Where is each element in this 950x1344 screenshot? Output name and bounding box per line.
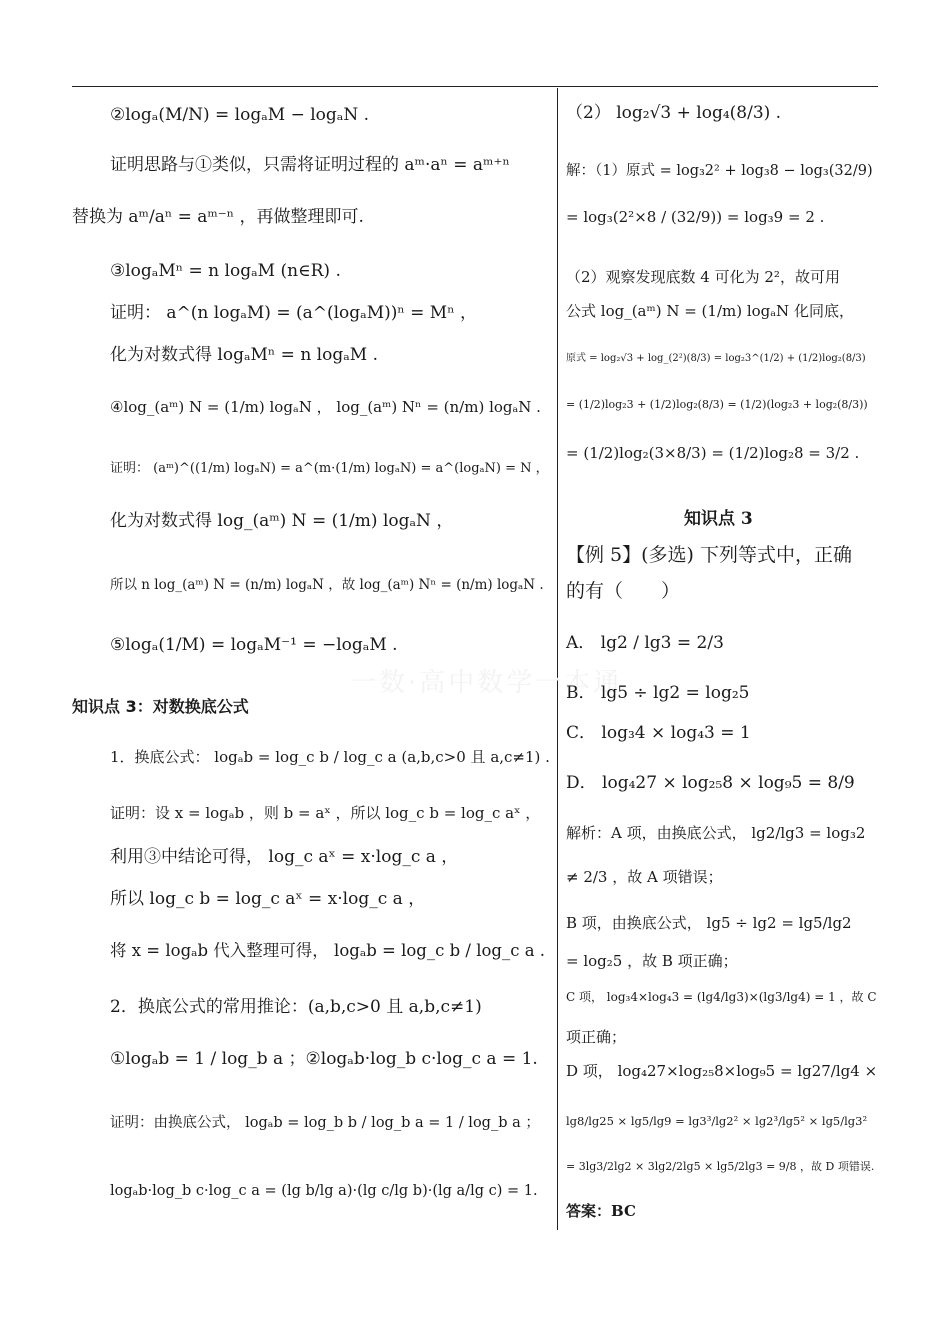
analysis-c1: C 项， log₃4×log₄3 = (lg4/lg3)×(lg3/lg4) = 1 ，故 C bbox=[566, 990, 877, 1004]
property-5: ⑤logₐ(1/M) = logₐM⁻¹ = −logₐM . bbox=[110, 635, 398, 655]
solution-2-line2: = (1/2)log₂3 + (1/2)log₂(8/3) = (1/2)(log₂3 + log₂(8/3)) bbox=[566, 398, 868, 411]
analysis-c2: 项正确； bbox=[566, 1028, 627, 1046]
top-rule bbox=[72, 86, 878, 87]
proof-4: 证明： (aᵐ)^((1/m) logₐN) = a^(m·(1/m) logₐN) = a^(logₐN) = N ， bbox=[110, 461, 549, 476]
property-2: ②logₐ(M/N) = logₐM − logₐN . bbox=[110, 105, 370, 125]
change-of-base-proof-4: 将 x = logₐb 代入整理可得， logₐb = log_c b / log_c a . bbox=[110, 941, 546, 960]
proof-note-2a: 证明思路与①类似，只需将证明过程的 aᵐ·aⁿ = aᵐ⁺ⁿ bbox=[110, 155, 510, 175]
change-of-base-proof-3: 所以 log_c b = log_c aˣ = x·log_c a ， bbox=[110, 889, 426, 909]
option-a: A． lg2 / lg3 = 2/3 bbox=[566, 633, 724, 653]
proof-4-step: 化为对数式得 log_(aᵐ) N = (1/m) logₐN ， bbox=[110, 511, 454, 531]
proof-note-2b: 替换为 aᵐ/aⁿ = aᵐ⁻ⁿ ，再做整理即可. bbox=[72, 207, 364, 227]
analysis-b2: = log₂5 ，故 B 项正确； bbox=[566, 952, 738, 970]
proof-4-conclusion: 所以 n log_(aᵐ) N = (n/m) logₐN ，故 log_(aᵐ) Nⁿ = (n/m) logₐN . bbox=[110, 577, 544, 593]
option-d: D． log₄27 × log₂₅8 × log₉5 = 8/9 bbox=[566, 773, 855, 793]
analysis-d2: lg8/lg25 × lg5/lg9 = lg3³/lg2² × lg2³/lg5² × lg5/lg3² bbox=[566, 1114, 868, 1128]
answer: 答案：BC bbox=[566, 1202, 636, 1220]
change-of-base-proof-1: 证明：设 x = logₐb ，则 b = aˣ ，所以 log_c b = log_c aˣ ， bbox=[110, 804, 541, 822]
solution-1-line2: = log₃(2²×8 / (32/9)) = log₃9 = 2 . bbox=[566, 208, 825, 226]
corollary-proof-2: logₐb·log_b c·log_c a = (lg b/lg a)·(lg c/lg b)·(lg a/lg c) = 1. bbox=[110, 1183, 538, 1199]
property-3: ③logₐMⁿ = n logₐM (n∈R) . bbox=[110, 261, 341, 281]
watermark: 一数·高中数学一本通 bbox=[350, 668, 623, 698]
corollary-heading: 2．换底公式的常用推论：(a,b,c>0 且 a,b,c≠1) bbox=[110, 997, 482, 1017]
knowledge-point-3: 知识点 3 bbox=[684, 509, 753, 529]
corollary-proof-1: 证明：由换底公式， logₐb = log_b b / log_b a = 1 / log_b a ； bbox=[110, 1115, 540, 1131]
solution-2-line3: = (1/2)log₂(3×8/3) = (1/2)log₂8 = 3/2 . bbox=[566, 444, 860, 462]
problem-part-2: （2） log₂√3 + log₄(8/3) . bbox=[566, 103, 782, 123]
solution-1-line1: 解：（1）原式 = log₃2² + log₃8 − log₃(32/9) bbox=[566, 163, 873, 179]
option-c: C． log₃4 × log₄3 = 1 bbox=[566, 723, 751, 743]
change-of-base-proof-2: 利用③中结论可得， log_c aˣ = x·log_c a ， bbox=[110, 847, 459, 867]
solution-2-note1: （2）观察发现底数 4 可化为 2²，故可用 bbox=[566, 268, 840, 286]
column-divider bbox=[557, 88, 558, 1230]
solution-2-note2: 公式 log_(aᵐ) N = (1/m) logₐN 化同底， bbox=[566, 302, 854, 320]
analysis-b1: B 项，由换底公式， lg5 ÷ lg2 = lg5/lg2 bbox=[566, 914, 852, 932]
analysis-d3: = 3lg3/2lg2 × 3lg2/2lg5 × lg5/2lg3 = 9/8 ，故 D 项错误. bbox=[566, 1160, 875, 1173]
corollary-formulas: ①logₐb = 1 / log_b a ；②logₐb·log_b c·log_c a = 1. bbox=[110, 1049, 538, 1069]
proof-3: 证明： a^(n logₐM) = (a^(logₐM))ⁿ = Mⁿ ， bbox=[110, 303, 477, 323]
example-5-stem-cont: 的有（ ） bbox=[566, 580, 681, 602]
analysis-a2: ≠ 2/3 ，故 A 项错误； bbox=[566, 868, 723, 886]
property-4: ④log_(aᵐ) N = (1/m) logₐN ， log_(aᵐ) Nⁿ = (n/m) logₐN . bbox=[110, 398, 541, 416]
proof-3-conclusion: 化为对数式得 logₐMⁿ = n logₐM . bbox=[110, 345, 379, 365]
option-b: B． lg5 ÷ lg2 = log₂5 bbox=[566, 683, 750, 703]
analysis-a1: 解析：A 项，由换底公式， lg2/lg3 = log₃2 bbox=[566, 824, 866, 842]
section-heading-kp3: 知识点 3：对数换底公式 bbox=[72, 697, 249, 716]
change-of-base-formula: 1．换底公式： logₐb = log_c b / log_c a (a,b,c>0 且 a,c≠1) . bbox=[110, 748, 550, 766]
example-5-stem: 【例 5】(多选) 下列等式中，正确 bbox=[566, 544, 852, 566]
solution-2-line1: 原式 = log₂√3 + log_(2²)(8/3) = log₂3^(1/2) + (1/2)log₂(8/3) bbox=[566, 353, 866, 364]
analysis-d1: D 项， log₄27×log₂₅8×log₉5 = lg27/lg4 × bbox=[566, 1062, 878, 1080]
